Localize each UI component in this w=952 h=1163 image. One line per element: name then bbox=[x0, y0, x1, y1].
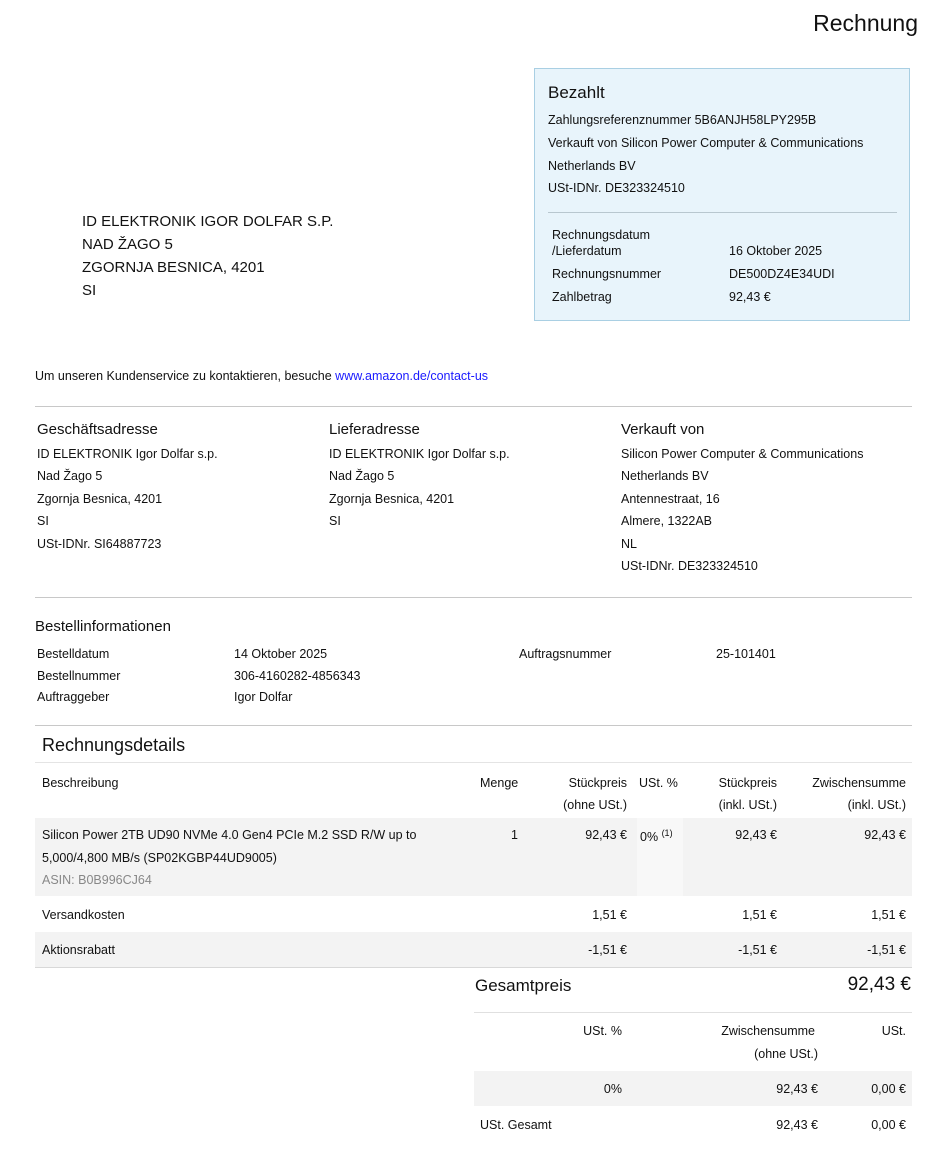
delivery-address-heading: Lieferadresse bbox=[329, 421, 420, 438]
recipient-line4: SI bbox=[82, 282, 97, 299]
total-label: Gesamtpreis bbox=[475, 976, 572, 995]
page-title: Rechnung bbox=[813, 10, 918, 36]
seller-address-line: Netherlands BV bbox=[621, 469, 709, 483]
item-description-line2: 5,000/4,800 MB/s (SP02KGBP44UD9005) bbox=[42, 851, 277, 865]
business-address-line: Nad Žago 5 bbox=[37, 469, 103, 483]
table-row bbox=[35, 932, 912, 967]
discount-label: Aktionsrabatt bbox=[42, 943, 115, 957]
totals-col-subtotal: Zwischensumme bbox=[721, 1024, 815, 1038]
vat-total-subtotal: 92,43 € bbox=[776, 1118, 818, 1132]
shipping-unit-price: 1,51 € bbox=[592, 908, 627, 922]
col-description: Beschreibung bbox=[42, 776, 119, 790]
totals-col-vat-pct: USt. % bbox=[583, 1024, 622, 1038]
business-address-line: SI bbox=[37, 514, 49, 528]
item-vat-footnote: (1) bbox=[661, 828, 673, 838]
delivery-address-line: SI bbox=[329, 514, 341, 528]
col-subtotal-sub: (inkl. USt.) bbox=[847, 798, 906, 812]
totals-subtotal: 92,43 € bbox=[776, 1082, 818, 1096]
payment-divider bbox=[548, 212, 897, 213]
col-unit-price-incl-sub: (inkl. USt.) bbox=[718, 798, 777, 812]
payment-status: Bezahlt bbox=[548, 83, 605, 102]
divider bbox=[35, 967, 912, 968]
col-unit-price-sub: (ohne USt.) bbox=[563, 798, 627, 812]
item-description-line1: Silicon Power 2TB UD90 NVMe 4.0 Gen4 PCIe M.2 SSD R/W up to bbox=[42, 828, 417, 842]
discount-subtotal: -1,51 € bbox=[867, 943, 906, 957]
delivery-address-line: Zgornja Besnica, 4201 bbox=[329, 492, 455, 506]
item-subtotal: 92,43 € bbox=[864, 828, 906, 842]
recipient-line1: ID ELEKTRONIK IGOR DOLFAR S.P. bbox=[82, 213, 334, 230]
contact-text: Um unseren Kundenservice zu kontaktieren, besuche bbox=[35, 369, 336, 383]
delivery-address-line: Nad Žago 5 bbox=[329, 469, 395, 483]
divider bbox=[35, 762, 912, 763]
discount-unit-price-incl: -1,51 € bbox=[738, 943, 777, 957]
customer-value: Igor Dolfar bbox=[234, 690, 293, 704]
seller-address-line: Almere, 1322AB bbox=[621, 514, 713, 528]
contact-link[interactable]: www.amazon.de/contact-us bbox=[335, 369, 489, 383]
job-number-label: Auftragsnummer bbox=[519, 647, 612, 661]
seller-address-line: Silicon Power Computer & Communications bbox=[621, 447, 864, 461]
amount-label: Zahlbetrag bbox=[552, 290, 612, 304]
invoice-number-value: DE500DZ4E34UDI bbox=[729, 267, 835, 281]
item-asin: ASIN: B0B996CJ64 bbox=[42, 873, 152, 887]
payment-seller-line1: Verkauft von Silicon Power Computer & Communications bbox=[548, 136, 864, 150]
invoice-date-value: 16 Oktober 2025 bbox=[729, 244, 823, 258]
payment-reference: Zahlungsreferenznummer 5B6ANJH58LPY295B bbox=[548, 113, 817, 127]
payment-summary-box bbox=[534, 68, 910, 321]
shipping-label: Versandkosten bbox=[42, 908, 125, 922]
order-number-value: 306-4160282-4856343 bbox=[234, 669, 361, 683]
item-vat-pct-value: 0% bbox=[640, 830, 659, 845]
item-unit-price: 92,43 € bbox=[585, 828, 627, 842]
business-address-line: Zgornja Besnica, 4201 bbox=[37, 492, 163, 506]
total-value: 92,43 € bbox=[847, 974, 911, 995]
job-number-value: 25-101401 bbox=[716, 647, 776, 661]
seller-address-heading: Verkauft von bbox=[621, 421, 705, 438]
invoice-date-label-1: Rechnungsdatum bbox=[552, 228, 650, 242]
invoice-details-heading: Rechnungsdetails bbox=[42, 735, 186, 755]
divider bbox=[474, 1012, 912, 1013]
order-number-label: Bestellnummer bbox=[37, 669, 121, 683]
customer-label: Auftraggeber bbox=[37, 690, 110, 704]
col-vat-pct: USt. % bbox=[639, 776, 678, 790]
invoice-date-label-2: /Lieferdatum bbox=[552, 244, 622, 258]
business-address-heading: Geschäftsadresse bbox=[37, 421, 158, 438]
discount-unit-price: -1,51 € bbox=[588, 943, 627, 957]
item-quantity: 1 bbox=[511, 828, 518, 842]
delivery-address-line: ID ELEKTRONIK Igor Dolfar s.p. bbox=[329, 447, 510, 461]
seller-address-line: NL bbox=[621, 537, 637, 551]
divider bbox=[35, 406, 912, 407]
divider bbox=[35, 597, 912, 598]
vat-total-vat: 0,00 € bbox=[871, 1118, 906, 1132]
business-address-line: ID ELEKTRONIK Igor Dolfar s.p. bbox=[37, 447, 218, 461]
seller-address-line: USt-IDNr. DE323324510 bbox=[621, 559, 758, 573]
col-unit-price-incl: Stückpreis bbox=[718, 776, 777, 790]
order-date-value: 14 Oktober 2025 bbox=[234, 647, 328, 661]
totals-vat: 0,00 € bbox=[871, 1082, 906, 1096]
item-vat-pct bbox=[640, 828, 673, 844]
divider bbox=[35, 725, 912, 726]
order-info-heading: Bestellinformationen bbox=[35, 618, 171, 635]
vat-total-label: USt. Gesamt bbox=[480, 1118, 552, 1132]
totals-col-vat: USt. bbox=[881, 1024, 906, 1038]
shipping-subtotal: 1,51 € bbox=[871, 908, 906, 922]
recipient-line2: NAD ŽAGO 5 bbox=[82, 236, 173, 253]
totals-vat-pct: 0% bbox=[603, 1082, 622, 1096]
shipping-unit-price-incl: 1,51 € bbox=[742, 908, 777, 922]
invoice-number-label: Rechnungsnummer bbox=[552, 267, 662, 281]
col-subtotal: Zwischensumme bbox=[812, 776, 906, 790]
contact-info bbox=[35, 369, 488, 383]
item-unit-price-incl: 92,43 € bbox=[735, 828, 777, 842]
amount-value: 92,43 € bbox=[729, 290, 771, 304]
col-unit-price: Stückpreis bbox=[568, 776, 627, 790]
order-date-label: Bestelldatum bbox=[37, 647, 110, 661]
totals-col-subtotal-sub: (ohne USt.) bbox=[754, 1047, 818, 1061]
payment-seller-line2: Netherlands BV bbox=[548, 159, 636, 173]
business-address-line: USt-IDNr. SI64887723 bbox=[37, 537, 162, 551]
col-quantity: Menge bbox=[480, 776, 519, 790]
recipient-line3: ZGORNJA BESNICA, 4201 bbox=[82, 259, 265, 276]
seller-address-line: Antennestraat, 16 bbox=[621, 492, 720, 506]
payment-vat-id: USt-IDNr. DE323324510 bbox=[548, 181, 685, 195]
